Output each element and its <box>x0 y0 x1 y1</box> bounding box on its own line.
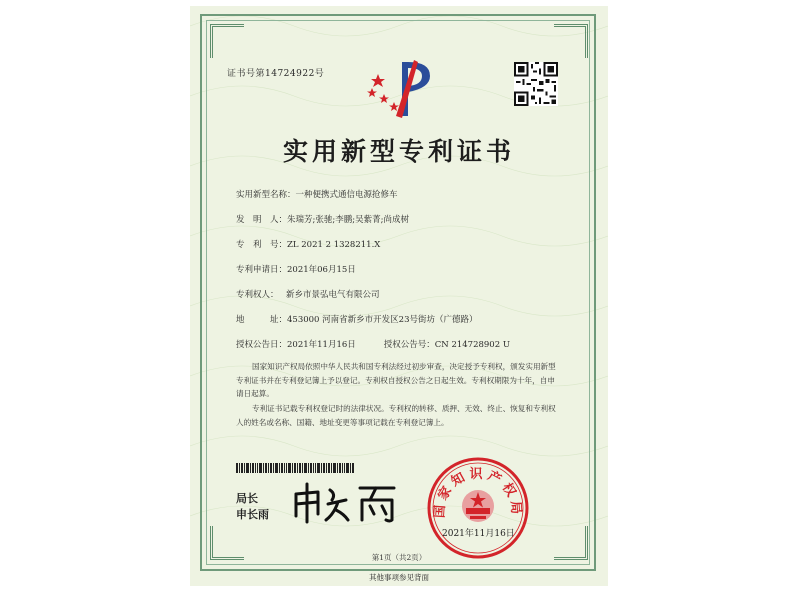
field-patent-number <box>236 238 380 250</box>
field-value: 一种便携式通信电源抢修车 <box>295 190 398 200</box>
field-label: 发 明 人： <box>236 215 288 225</box>
certificate-sheet <box>190 6 608 586</box>
certificate-number: 证书号第14724922号 <box>227 69 325 79</box>
grant-number-label: 授权公告号： <box>383 340 435 350</box>
field-label: 实用新型名称： <box>236 190 296 200</box>
corner-ornament-top-left <box>210 24 244 58</box>
qr-code-icon <box>514 62 558 106</box>
official-seal-icon <box>426 456 530 560</box>
grant-number-value: CN 214728902 U <box>434 340 510 350</box>
barcode <box>236 463 354 473</box>
grant-date-value: 2021年11月16日 <box>287 340 356 350</box>
field-label: 专 利 号： <box>236 240 288 250</box>
field-inventors <box>236 213 409 225</box>
director-title: 局长 <box>236 492 258 505</box>
field-utility-model-name <box>236 188 398 200</box>
field-address <box>236 313 477 325</box>
field-application-date <box>236 263 356 275</box>
footer-note: 其他事项参见背面 <box>369 573 429 582</box>
field-label: 专利申请日： <box>236 265 288 275</box>
director-name: 申长雨 <box>236 508 269 521</box>
seal-text: 国家知识产权局 <box>432 467 524 519</box>
field-patentee <box>236 288 380 300</box>
field-value: ZL 2021 2 1328211.X <box>287 240 381 250</box>
field-label: 地 址： <box>236 315 288 325</box>
document-title: 实用新型专利证书 <box>282 137 515 166</box>
notice-paragraph-2: 专利证书记载专利权登记时的法律状况。专利权的转移、质押、无效、终止、恢复和专利权人的姓名或名称、国籍、地址变更等事项记载在专利登记簿上。 <box>236 404 556 427</box>
patent-office-emblem-icon <box>358 56 442 122</box>
field-value: 新乡市景弘电气有限公司 <box>286 290 380 300</box>
grant-date-label: 授权公告日： <box>236 340 288 350</box>
corner-ornament-top-right <box>554 24 588 58</box>
field-label: 专利权人： <box>236 290 279 300</box>
field-value: 2021年06月15日 <box>287 265 356 275</box>
handwritten-signature <box>290 480 400 524</box>
field-grant-info <box>236 338 510 350</box>
field-value: 朱瑞芳;张驰;李鹏;吴紫菁;尚成树 <box>287 215 409 225</box>
field-value: 453000 河南省新乡市开发区23号街坊（广德路） <box>287 315 478 325</box>
page-number: 第1页（共2页） <box>371 553 427 562</box>
notice-paragraph-1: 国家知识产权局依照中华人民共和国专利法经过初步审查，决定授予专利权，颁发实用新型专利证书并在专利登记簿上予以登记。专利权自授权公告之日起生效。专利权期限为十年，自申请日起算。 <box>236 362 556 398</box>
seal-date: 2021年11月16日 <box>442 529 515 539</box>
